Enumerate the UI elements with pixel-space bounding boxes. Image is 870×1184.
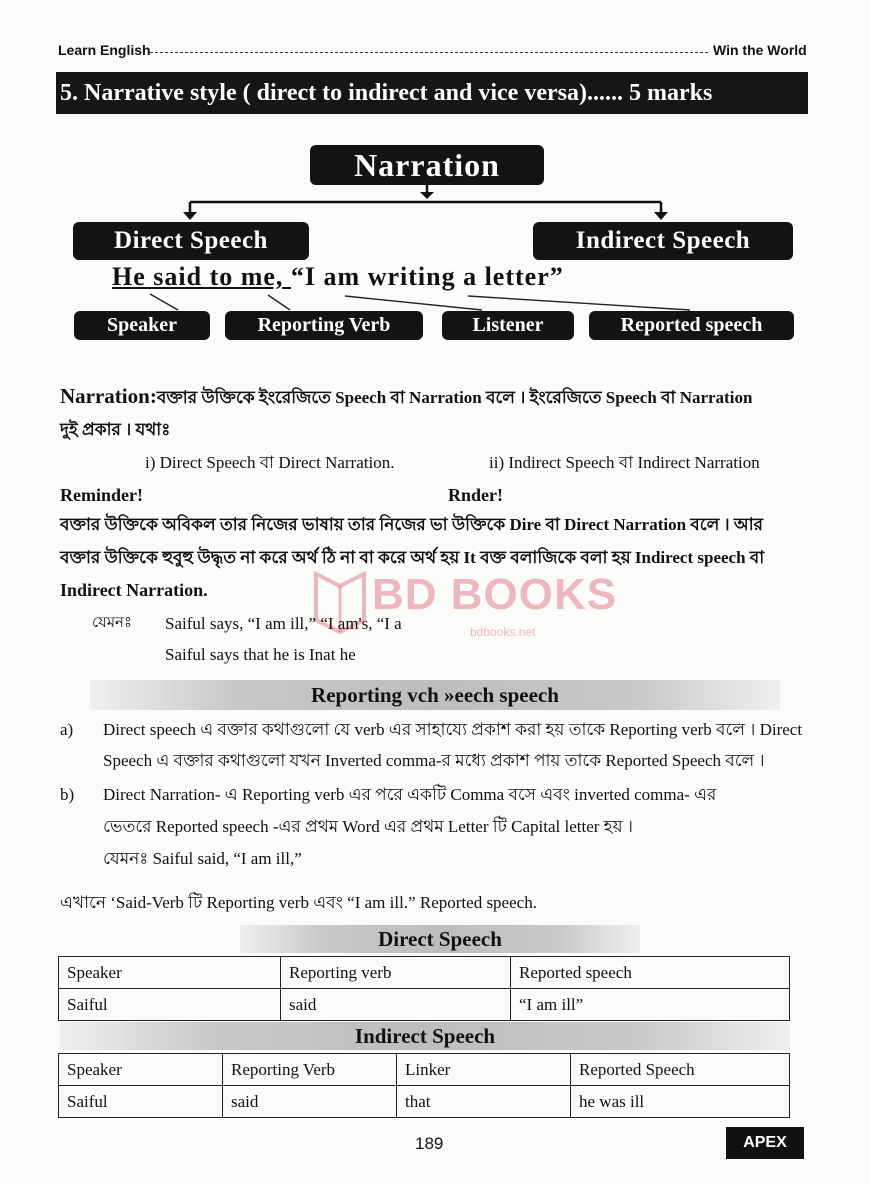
point-a-line1: Direct speech এ বক্তার কথাগুলো যে verb এর সাহায্যে প্রকাশ করা হয় তাকে Reporting verb বলে । Direct [103,720,803,739]
indirect-table-heading: Indirect Speech [60,1022,790,1050]
narration-type-1: i) Direct Speech বা Direct Narration. [145,453,395,472]
narration-line1: বক্তার উক্তিকে ইংরেজিতে Speech বা Narration বলে । ইংরেজিতে Speech বা Narration [156,388,753,407]
point-b-marker: b) [60,785,75,804]
table-header-row [59,957,790,989]
reminder-example-2: Saiful says that he is Inat he [165,645,356,664]
narration-term: Narration: [60,384,157,408]
publisher-badge: APEX [726,1127,804,1159]
label-speaker: Speaker [74,311,210,340]
indirect-speech-table [58,1053,790,1118]
reminder-example-label: যেমনঃ [92,615,133,631]
header-right: Win the World [713,42,807,58]
label-reporting-verb: Reporting Verb [225,311,423,340]
table-cell: he was ill [571,1086,790,1118]
table-cell: said [281,989,511,1021]
table-row [59,1086,790,1118]
point-b-line2: ভেতরে Reported speech -এর প্রথম Word এর প্রথম Letter টি Capital letter হয় । [103,817,633,836]
narration-root-box: Narration [310,145,544,185]
table-cell: “I am ill” [511,989,790,1021]
table-header-cell: Speaker [59,1054,223,1086]
label-listener: Listener [442,311,574,340]
direct-speech-box: Direct Speech [73,222,309,260]
narration-line2: দুই প্রকার । যথাঃ [60,420,171,439]
table-header-cell: Reported Speech [571,1054,790,1086]
narration-type-2: ii) Indirect Speech বা Indirect Narration [489,453,760,472]
table-row [59,989,790,1021]
point-a-marker: a) [60,720,74,739]
example-part-speech: “I am writing a letter” [290,262,564,291]
label-reported-speech: Reported speech [589,311,794,340]
example-part-speaker: He said to me, [112,262,291,291]
watermark-site: bdbooks.net [470,625,536,639]
page-number: 189 [415,1134,444,1153]
narration-definition [60,380,820,414]
table-header-cell: Reporting verb [281,957,511,989]
reporting-verb-heading: Reporting vch »eech speech [90,680,780,710]
header-left: Learn English [58,42,151,58]
point-a-line2: Speech এ বক্তার কথাগুলো যখন Inverted comma-র মধ্যে প্রকাশ পায় তাকে Reported Speech বলে । [103,751,765,770]
indirect-speech-box: Indirect Speech [533,222,793,260]
reminder-example-1: Saiful says, “I am ill,” “I am's, “I a [165,614,402,633]
table-cell: that [397,1086,571,1118]
table-cell: said [223,1086,397,1118]
reminder-label: Reminder! [60,485,143,505]
reminder-line2: বক্তার উক্তিকে হুবুহু উদ্ধৃত না করে অর্থ ঠি না বা করে অর্থ হয় It বক্ত বলাজিকে বলা হয় Indirect speech বা [60,548,765,567]
table-header-cell: Reported speech [511,957,790,989]
table-header-row [59,1054,790,1086]
direct-speech-table [58,956,790,1021]
table-cell: Saiful [59,989,281,1021]
reminder-line1: বক্তার উক্তিকে অবিকল তার নিজের ভাষায় তার নিজের ভা উক্তিকে Dire বা Direct Narration বলে । আর [60,515,764,534]
reminder-line3: Indirect Narration. [60,580,208,600]
direct-table-heading: Direct Speech [240,925,640,953]
table-header-cell: Linker [397,1054,571,1086]
table-header-cell: Speaker [59,957,281,989]
note-line: এখানে ‘Said-Verb টি Reporting verb এবং “I am ill.” Reported speech. [60,893,537,912]
table-header-cell: Reporting Verb [223,1054,397,1086]
example-sentence [112,262,752,292]
point-b-line1: Direct Narration- এ Reporting verb এর পরে একটি Comma বসে এবং inverted comma- এর [103,785,717,804]
section-title: 5. Narrative style ( direct to indirect and vice versa)...... 5 marks [56,72,808,114]
reminder-label-2: Rnder! [448,485,503,505]
table-cell: Saiful [59,1086,223,1118]
point-b-example: যেমনঃ Saiful said, “I am ill,” [103,849,302,868]
watermark-brand: BD BOOKS [372,570,618,619]
